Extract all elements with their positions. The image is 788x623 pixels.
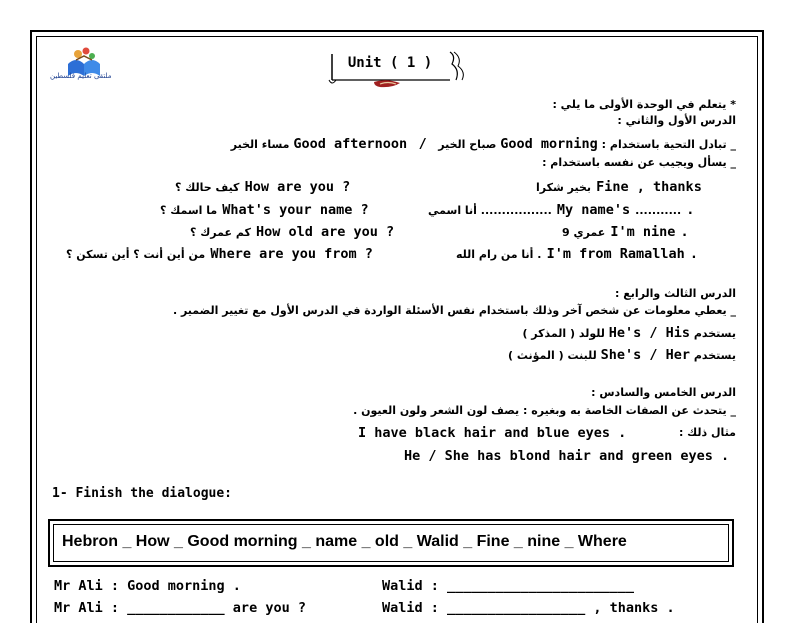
dialogue-line2-right[interactable]: Walid : _________________ , thanks . <box>382 600 675 616</box>
q4-arabic: من أين أنت ؟ أين تسكن ؟ <box>66 248 206 261</box>
logo-caption: ملتقى تعليم فلسطين <box>50 72 112 80</box>
dialogue-line1-right[interactable]: Walid : _______________________ <box>382 578 634 594</box>
a3-end: . <box>680 224 689 240</box>
q4-row <box>66 243 373 262</box>
girl-pronouns: She's / Her <box>600 347 690 363</box>
a1-english: Fine , thanks <box>596 179 702 195</box>
greeting-slash: / <box>418 136 427 152</box>
a4-row <box>456 243 698 262</box>
q3-row <box>190 221 394 240</box>
a2-row <box>428 199 694 218</box>
dialogue-line1-left: Mr Ali : Good morning . <box>54 578 241 594</box>
q3-english: How old are you ? <box>255 224 395 240</box>
girl-pronoun-line <box>508 347 736 363</box>
use-word-boy: يستخدم <box>693 327 736 340</box>
intro-line: * يتعلم في الوحدة الأولى ما يلي : <box>552 98 736 111</box>
unit-title: Unit ( 1 ) <box>347 55 433 71</box>
q1-english: How are you ? <box>244 179 351 195</box>
good-morning-ar: صباح الخير <box>438 138 497 151</box>
a3-row <box>562 221 689 240</box>
use-word-girl: يستخدم <box>693 349 736 362</box>
a2-english: My name's <box>556 202 631 218</box>
q1-row <box>175 176 350 195</box>
dialogue-line2-left[interactable]: Mr Ali : ____________ are you ? <box>54 600 306 616</box>
boy-arabic: للولد ( المذكر ) <box>522 327 605 340</box>
lesson56-desc: _ يتحدث عن الصفات الخاصة به وبغيره : يصف لون الشعر ولون العيون . <box>353 404 736 417</box>
a4-end: . <box>689 246 698 262</box>
a2-arabic: أنا اسمي ................. <box>428 204 552 217</box>
greeting-prefix: _ تبادل التحية باستخدام : <box>601 138 736 151</box>
a4-arabic: أنا من رام الله . <box>456 248 542 261</box>
q3-arabic: كم عمرك ؟ <box>190 226 251 239</box>
lesson12-heading: الدرس الأول والثاني : <box>617 114 736 127</box>
greeting-line <box>231 136 736 152</box>
a3-english: I'm nine <box>610 224 676 240</box>
q2-english: What's your name ? <box>222 202 369 218</box>
a1-arabic: بخير شكرا <box>536 181 592 194</box>
a3-arabic: عمري 9 <box>562 226 606 239</box>
example-1: I have black hair and blue eyes . <box>358 425 627 441</box>
boy-pronoun-line <box>522 325 736 341</box>
q2-row <box>160 199 369 218</box>
exercise-task: 1- Finish the dialogue: <box>52 486 233 501</box>
ask-answer-line: _ يسأل ويجيب عن نفسه باستخدام : <box>542 156 736 169</box>
good-afternoon-ar: مساء الخير <box>230 138 290 151</box>
word-bank: Hebron _ How _ Good morning _ name _ old _ Walid _ Fine _ nine _ Where <box>62 533 627 550</box>
a1-row <box>536 176 702 195</box>
example-label: مثال ذلك : <box>678 426 736 439</box>
lesson56-heading: الدرس الخامس والسادس : <box>591 386 736 399</box>
girl-arabic: للبنت ( المؤنث ) <box>507 349 597 362</box>
a2-end: . <box>686 202 695 218</box>
good-morning-en: Good morning <box>500 136 598 152</box>
good-afternoon-en: Good afternoon <box>293 136 408 152</box>
lesson34-desc: _ يعطي معلومات عن شخص آخر وذلك باستخدام نفس الأسئلة الواردة في الدرس الأول مع تغيير الضمير . <box>172 304 736 317</box>
lesson34-heading: الدرس الثالث والرابع : <box>615 287 736 300</box>
q2-arabic: ما اسمك ؟ <box>160 204 218 217</box>
boy-pronouns: He's / His <box>608 325 690 341</box>
q1-arabic: كيف حالك ؟ <box>175 181 240 194</box>
q4-english: Where are you from ? <box>210 246 373 262</box>
a2-dots: ........... <box>635 204 682 217</box>
a4-english: I'm from Ramallah <box>546 246 685 262</box>
example-2: He / She has blond hair and green eyes . <box>404 448 730 464</box>
